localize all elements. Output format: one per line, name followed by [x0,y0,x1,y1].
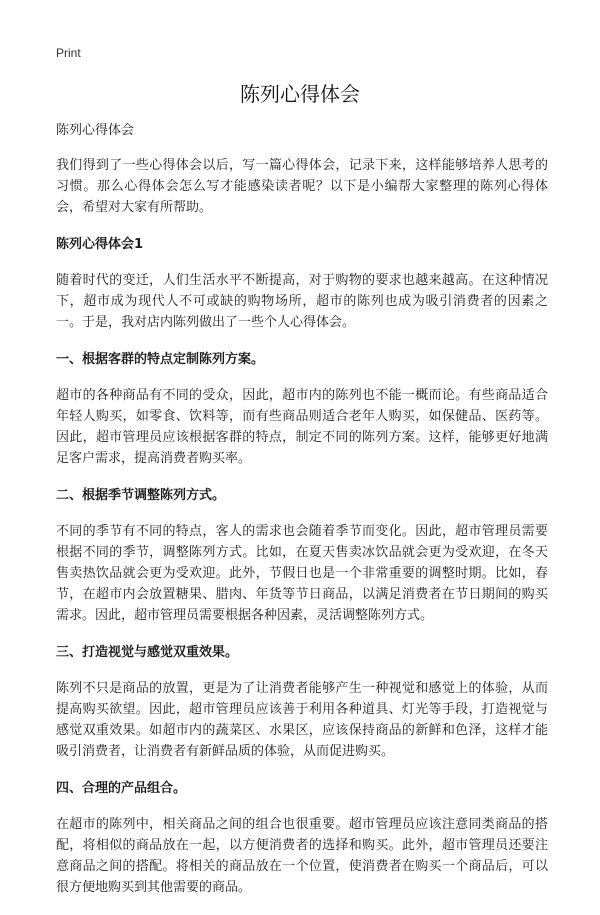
article-subtitle: 陈列心得体会 [56,123,135,138]
point-heading-1: 一、根据客群的特点定制陈列方案。 [56,352,265,367]
intro-paragraph: 我们得到了一些心得体会以后，写一篇心得体会，记录下来，这样能够培养人思考的习惯。那么心得体会怎么写才能感染读者呢？以下是小编帮大家整理的陈列心得体会，希望对大家有所帮助。 [56,158,548,215]
point-heading-3: 三、打造视觉与感觉双重效果。 [56,645,239,660]
article-body [56,120,548,915]
page-title: 陈列心得体会 [240,82,360,106]
point-body-1: 超市的各种商品有不同的受众，因此，超市内的陈列也不能一概而论。有些商品适合年轻人购买，如零食、饮料等，而有些商品则适合老年人购买，如保健品、医药等。因此，超市管理员应该根据客群的特点，制定不同的陈列方案。这样，能够更好地满足客户需求，提高消费者购买率。 [56,388,548,466]
point-heading-4: 四、合理的产品组合。 [56,781,187,796]
point-body-3: 陈列不只是商品的放置，更是为了让消费者能够产生一种视觉和感觉上的体验，从而提高购买欲望。因此，超市管理员应该善于利用各种道具、灯光等手段，打造视觉与感觉双重效果。如超市内的蔬菜区、水果区，应该保持商品的新鲜和色泽，这样才能吸引消费者，让消费者有新鲜品质的体验，从而促进购买。 [56,681,548,759]
point-body-4: 在超市的陈列中，相关商品之间的组合也很重要。超市管理员应该注意同类商品的搭配，将相似的商品放在一起，以方便消费者的选择和购买。此外，超市管理员还要注意商品之间的搭配。将相关的商品放在一个位置，使消费者在购买一个商品后，可以很方便地购买到其他需要的商品。 [56,817,548,895]
section-heading: 陈列心得体会1 [56,237,144,252]
point-body-2: 不同的季节有不同的特点，客人的需求也会随着季节而变化。因此，超市管理员需要根据不同的季节，调整陈列方式。比如，在夏天售卖冰饮品就会更为受欢迎，在冬天售卖热饮品就会更为受欢迎。此外，节假日也是一个非常重要的调整时期。比如，春节，在超市内会放置糖果、腊肉、年货等节日商品，以满足消费者在节日期间的购买需求。因此，超市管理员需要根据各种因素，灵活调整陈列方式。 [56,524,548,623]
section-intro-paragraph: 随着时代的变迁，人们生活水平不断提高，对于购物的要求也越来越高。在这种情况下，超市成为现代人不可或缺的购物场所，超市的陈列也成为吸引消费者的因素之一。于是，我对店内陈列做出了一些个人心得体会。 [56,273,548,330]
print-link[interactable]: Print [56,46,81,60]
point-heading-2: 二、根据季节调整陈列方式。 [56,488,226,503]
